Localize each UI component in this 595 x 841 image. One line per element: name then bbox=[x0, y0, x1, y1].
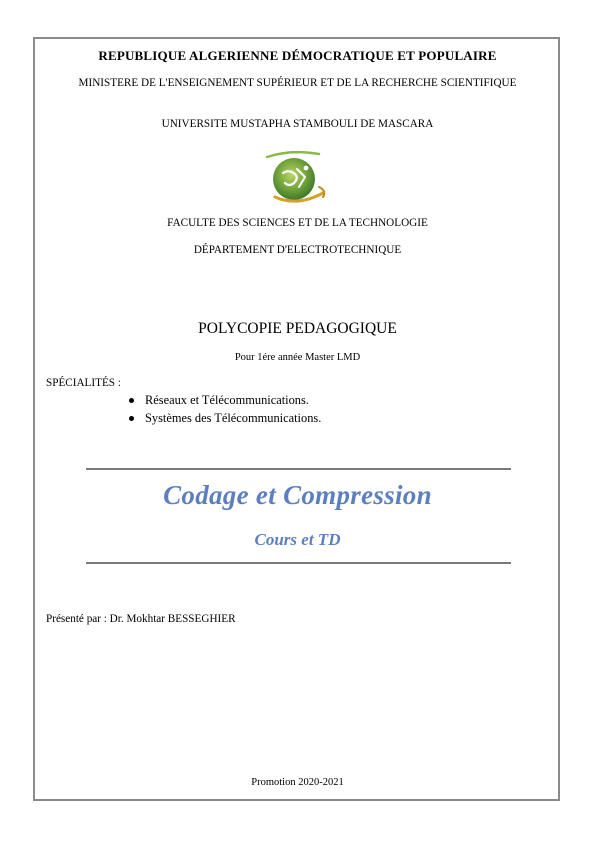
divider-top bbox=[86, 468, 511, 470]
polycopie-subtitle: Pour 1ére année Master LMD bbox=[234, 352, 361, 363]
author-line: Présenté par : Dr. Mokhtar BESSEGHIER bbox=[46, 613, 236, 625]
list-item: Systèmes des Télécommunications. bbox=[126, 409, 321, 427]
specialites-label: SPÉCIALITÉS : bbox=[46, 377, 121, 389]
republic-heading: REPUBLIQUE ALGERIENNE DÉMOCRATIQUE ET POPULAIRE bbox=[98, 48, 497, 63]
ministry-heading: MINISTERE DE L'ENSEIGNEMENT SUPÉRIEUR ET DE LA RECHERCHE SCIENTIFIQUE bbox=[78, 77, 517, 89]
department-heading: DÉPARTEMENT D'ELECTROTECHNIQUE bbox=[193, 244, 402, 256]
promotion-line: Promotion 2020-2021 bbox=[251, 777, 344, 788]
polycopie-title: POLYCOPIE PEDAGOGIQUE bbox=[198, 320, 397, 337]
university-logo-icon bbox=[261, 147, 331, 207]
course-subtitle: Cours et TD bbox=[254, 530, 341, 549]
list-item: Réseaux et Télécommunications. bbox=[126, 391, 321, 409]
divider-bottom bbox=[86, 562, 511, 564]
university-heading: UNIVERSITE MUSTAPHA STAMBOULI DE MASCARA bbox=[161, 118, 434, 130]
course-title: Codage et Compression bbox=[163, 480, 432, 510]
specialites-list bbox=[126, 391, 321, 427]
faculty-heading: FACULTE DES SCIENCES ET DE LA TECHNOLOGIE bbox=[167, 217, 428, 229]
